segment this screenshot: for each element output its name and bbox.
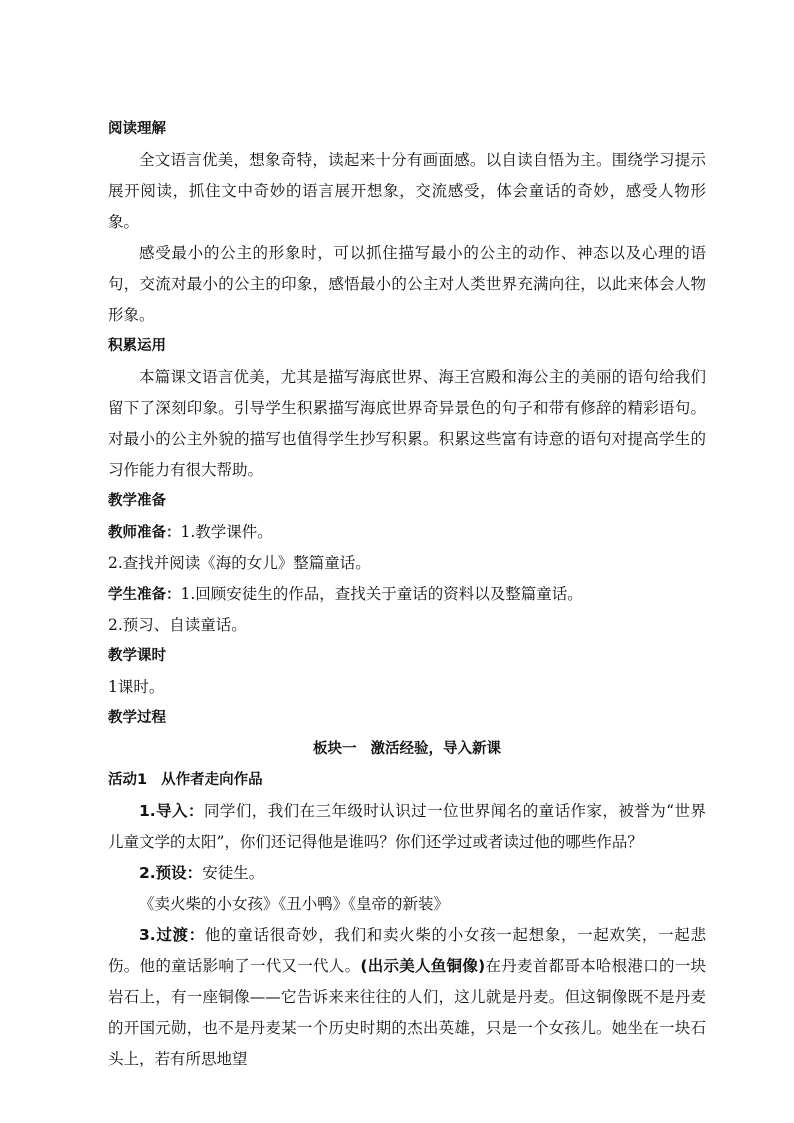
works-list: 《卖火柴的小女孩》《丑小鸭》《皇帝的新装》 bbox=[139, 895, 450, 913]
intro-paragraph bbox=[108, 796, 706, 858]
transition-text-2: 在丹麦首都哥本哈根港口的一块岩石上，有一座铜像——它告诉来来往往的人们，这儿就是丹麦。但这铜像既不是丹麦的开国元勋，也不是丹麦某一个历史时期的杰出英雄，只是一个女孩儿。她坐在一块石头上，若有所思地望 bbox=[108, 957, 706, 1068]
preset-label: 2.预设： bbox=[139, 864, 203, 882]
reading-paragraph-2: 感受最小的公主的形象时，可以抓住描写最小的公主的动作、神态以及心理的语句，交流对最小的公主的印象，感悟最小的公主对人类世界充满向往，以此来体会人物形象。 bbox=[108, 244, 706, 324]
activity-title-line bbox=[108, 765, 706, 796]
activity-number: 活动1 bbox=[108, 772, 148, 788]
section-heading-accumulate: 积累运用 bbox=[108, 338, 166, 354]
section-heading-process: 教学过程 bbox=[108, 710, 166, 726]
activity-title: 从作者走向作品 bbox=[161, 772, 263, 788]
document-body bbox=[108, 114, 706, 1075]
student-prep-label: 学生准备： bbox=[108, 587, 181, 603]
teacher-prep-item-2: 2.查找并阅读《海的女儿》整篇童话。 bbox=[108, 554, 371, 572]
transition-label: 3.过渡： bbox=[139, 926, 205, 944]
student-prep-item-2: 2.预习、自读童话。 bbox=[108, 616, 247, 634]
preset-paragraph bbox=[108, 858, 706, 889]
transition-paragraph bbox=[108, 920, 706, 1075]
teacher-prep-line bbox=[108, 517, 706, 548]
student-prep-item-1: 1.回顾安徒生的作品，查找关于童话的资料以及整篇童话。 bbox=[180, 585, 583, 603]
student-prep-line bbox=[108, 579, 706, 610]
section-heading-prep: 教学准备 bbox=[108, 493, 166, 509]
block-subtitle: 激活经验，导入新课 bbox=[370, 741, 501, 757]
teacher-prep-label: 教师准备： bbox=[108, 525, 181, 541]
reading-paragraph-1: 全文语言优美，想象奇特，读起来十分有画面感。以自读自悟为主。围绕学习提示展开阅读，抓住文中奇妙的语言展开想象，交流感受，体会童话的奇妙，感受人物形象。 bbox=[108, 151, 706, 231]
preset-text: 安徒生。 bbox=[202, 864, 265, 882]
hours-value: 1课时。 bbox=[108, 678, 165, 696]
teacher-prep-item-1: 1.教学课件。 bbox=[180, 523, 273, 541]
block-title: 板块一 bbox=[313, 741, 357, 757]
transition-text-1: 他的童话很奇妙，我们和卖火柴的小女孩一起想象，一起欢笑，一起悲伤。他的童话影响了一代又一代人。 bbox=[108, 926, 706, 975]
transition-bold-note: (出示美人鱼铜像) bbox=[360, 957, 486, 975]
intro-text: 同学们，我们在三年级时认识过一位世界闻名的童话作家，被誉为“世界儿童文学的太阳”，你们还记得他是谁吗？你们还学过或者读过他的哪些作品？ bbox=[108, 802, 706, 851]
accumulate-paragraph: 本篇课文语言优美，尤其是描写海底世界、海王宫殿和海公主的美丽的语句给我们留下了深刻印象。引导学生积累描写海底世界奇异景色的句子和带有修辞的精彩语句。对最小的公主外貌的描写也值得学生抄写积累。积累这些富有诗意的语句对提高学生的习作能力有很大帮助。 bbox=[108, 368, 706, 479]
block-title-line bbox=[108, 734, 706, 765]
section-heading-hours: 教学课时 bbox=[108, 648, 166, 664]
section-heading-reading: 阅读理解 bbox=[108, 121, 166, 137]
intro-label: 1.导入： bbox=[139, 802, 204, 820]
